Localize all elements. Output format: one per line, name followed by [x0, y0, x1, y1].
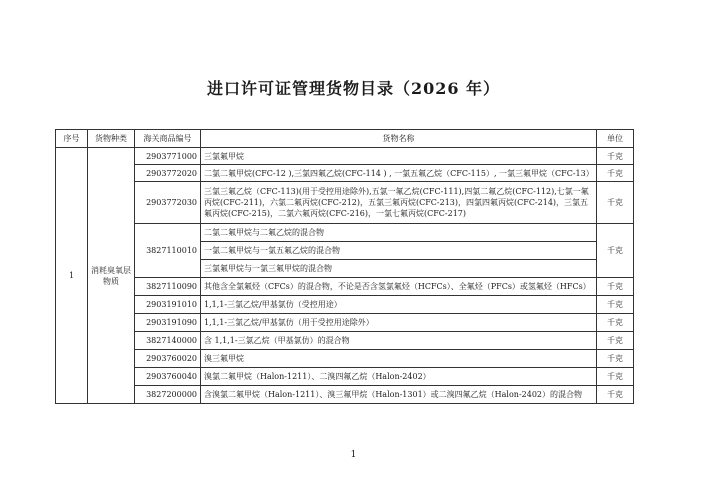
code-cell: 2903771000: [135, 148, 201, 165]
seq-cell: 1: [56, 148, 88, 404]
goods-catalog-table: [55, 129, 634, 404]
table-row: [56, 182, 634, 224]
table-row: [56, 350, 634, 368]
table-row: [56, 165, 634, 182]
header-code: 海关商品编号: [135, 130, 201, 148]
category-cell: 消耗臭氧层物质: [88, 148, 135, 404]
table-row: [56, 332, 634, 350]
code-cell: 3827110090: [135, 278, 201, 296]
name-cell: 其他含全氯氟烃（CFCs）的混合物，不论是否含氢氯氟烃（HCFCs）、全氟烃（PFCs）或氢氟烃（HFCs）: [201, 278, 597, 296]
unit-cell: 千克: [597, 224, 634, 278]
name-cell: 三氯氟甲烷与一氯三氟甲烷的混合物: [201, 260, 597, 278]
table-row: [56, 296, 634, 314]
header-category: 货物种类: [88, 130, 135, 148]
unit-cell: 千克: [597, 148, 634, 165]
table-row: [56, 224, 634, 242]
page-number: 1: [350, 450, 357, 460]
name-cell: 含溴氯二氟甲烷（Halon-1211）、溴三氟甲烷（Halon-1301）或二溴四氟乙烷（Halon-2402）的混合物: [201, 386, 597, 404]
name-cell: 1,1,1-三氯乙烷/甲基氯仿（用于受控用途除外）: [201, 314, 597, 332]
name-cell: 三氯三氟乙烷（CFC-113)(用于受控用途除外),五氯一氟乙烷(CFC-111),四氯二氟乙烷(CFC-112),七氯一氟丙烷(CFC-211)，六氯二氟丙烷(CFC-212)，五氯三氟丙烷(CFC-213)，四氯四氟丙烷(CFC-214)，三氯五氟丙烷(CFC-215)，二氯六氟丙烷(CFC-216)，一氯七氟丙烷(CFC-217): [201, 182, 597, 224]
table-row: [56, 314, 634, 332]
unit-cell: 千克: [597, 332, 634, 350]
name-cell: 1,1,1-三氯乙烷/甲基氯仿（受控用途）: [201, 296, 597, 314]
name-cell: 三氯氟甲烷: [201, 148, 597, 165]
code-cell: 2903760020: [135, 350, 201, 368]
name-cell: 溴三氟甲烷: [201, 350, 597, 368]
unit-cell: 千克: [597, 182, 634, 224]
table-row: [56, 386, 634, 404]
name-cell: 二氯二氟甲烷与二氟乙烷的混合物: [201, 224, 597, 242]
table-row: [56, 278, 634, 296]
code-cell: 3827200000: [135, 386, 201, 404]
unit-cell: 千克: [597, 350, 634, 368]
name-cell: 含 1,1,1-三氯乙烷（甲基氯仿）的混合物: [201, 332, 597, 350]
code-cell: 2903772030: [135, 182, 201, 224]
unit-cell: 千克: [597, 368, 634, 386]
unit-cell: 千克: [597, 165, 634, 182]
code-cell: 3827140000: [135, 332, 201, 350]
table-row: [56, 368, 634, 386]
name-cell: 一氯二氟甲烷与一氯五氟乙烷的混合物: [201, 242, 597, 260]
header-name: 货物名称: [201, 130, 597, 148]
name-cell: 二氯二氟甲烷(CFC-12 ),三氯四氟乙烷(CFC-114 ) , 一氯五氟乙烷（CFC-115）, 一氯三氟甲烷（CFC-13）: [201, 165, 597, 182]
table-row: [56, 148, 634, 165]
code-cell: 3827110010: [135, 224, 201, 278]
unit-cell: 千克: [597, 386, 634, 404]
code-cell: 2903191090: [135, 314, 201, 332]
code-cell: 2903760040: [135, 368, 201, 386]
name-cell: 溴氯二氟甲烷（Halon-1211）、二溴四氟乙烷（Halon-2402）: [201, 368, 597, 386]
code-cell: 2903772020: [135, 165, 201, 182]
code-cell: 2903191010: [135, 296, 201, 314]
unit-cell: 千克: [597, 296, 634, 314]
header-unit: 单位: [597, 130, 634, 148]
unit-cell: 千克: [597, 278, 634, 296]
table-header-row: [56, 130, 634, 148]
header-seq: 序号: [56, 130, 88, 148]
unit-cell: 千克: [597, 314, 634, 332]
document-title: 进口许可证管理货物目录（2026 年）: [206, 79, 501, 98]
